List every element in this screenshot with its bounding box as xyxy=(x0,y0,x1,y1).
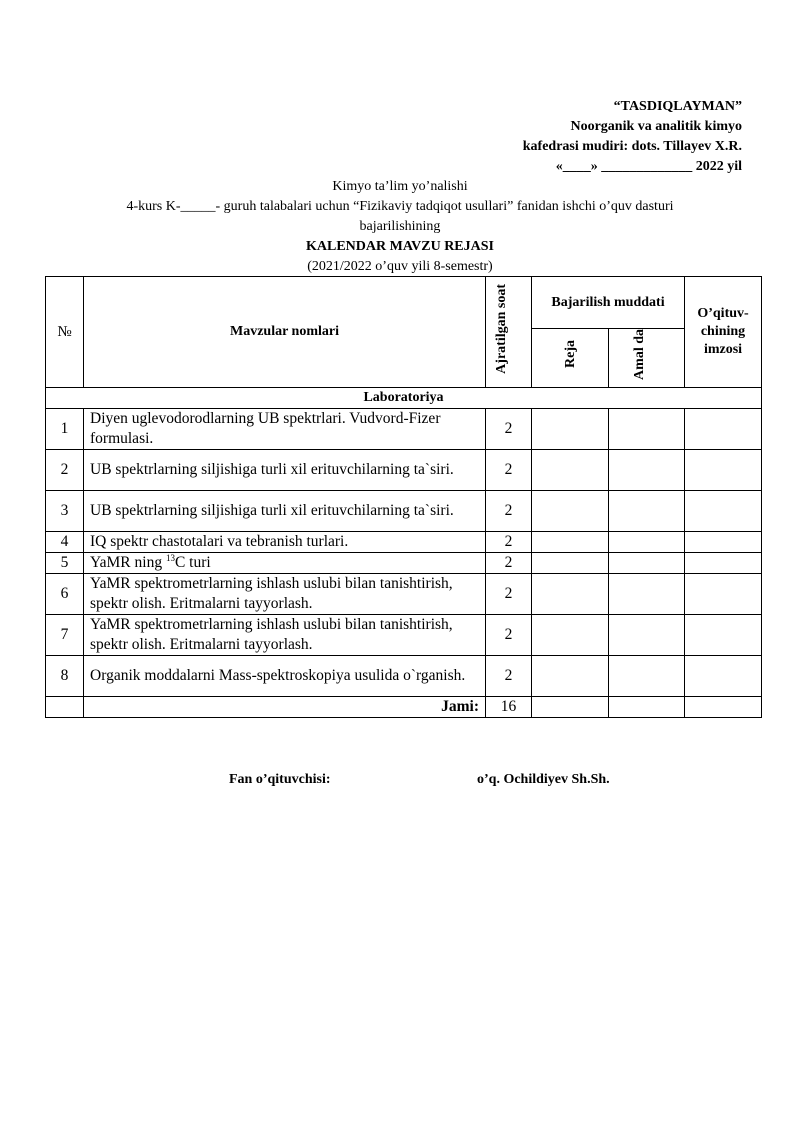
calendar-plan-table xyxy=(45,276,762,718)
row-number: 2 xyxy=(46,449,84,490)
row-actual-cell xyxy=(609,490,685,531)
row-signature-cell xyxy=(685,449,762,490)
column-topics-header: Mavzular nomlari xyxy=(84,277,486,388)
row-number: 8 xyxy=(46,655,84,696)
column-teacher-signature-header xyxy=(685,277,762,388)
row-hours: 2 xyxy=(486,552,532,573)
teacher-header-line1: O’qituv- xyxy=(697,305,749,321)
row-plan-cell xyxy=(532,531,609,552)
table-row xyxy=(46,531,762,552)
approval-date: «____» _____________ 2022 yil xyxy=(555,159,742,174)
document-title: KALENDAR MAVZU REJASI xyxy=(306,239,494,254)
row-actual-cell xyxy=(609,552,685,573)
approval-head: kafedrasi mudiri: dots. Tillayev X.R. xyxy=(522,139,742,154)
row-actual-cell xyxy=(609,449,685,490)
approval-title: “TASDIQLAYMAN” xyxy=(613,99,742,114)
table-row xyxy=(46,408,762,449)
row-hours: 2 xyxy=(486,490,532,531)
row-signature-cell xyxy=(685,552,762,573)
row-hours: 2 xyxy=(486,449,532,490)
row-signature-cell xyxy=(685,408,762,449)
row-number: 1 xyxy=(46,408,84,449)
table-row xyxy=(46,655,762,696)
total-label: Jami: xyxy=(84,696,486,717)
row-plan-cell xyxy=(532,573,609,614)
table-row xyxy=(46,552,762,573)
document-subtitle: (2021/2022 o’quv yili 8-semestr) xyxy=(307,259,493,274)
table-header-row xyxy=(46,277,762,329)
table-row xyxy=(46,490,762,531)
section-row xyxy=(46,387,762,408)
row-topic xyxy=(84,552,486,573)
row-topic: UB spektrlarning siljishiga turli xil erituvchilarning ta`siri. xyxy=(84,449,486,490)
total-row xyxy=(46,696,762,717)
column-deadline-header: Bajarilish muddati xyxy=(532,277,685,329)
row-topic: YaMR spektrometrlarning ishlash uslubi bilan tanishtirish, spektr olish. Eritmalarni tayyorlash. xyxy=(84,573,486,614)
plan-header-text: Reja xyxy=(562,340,578,369)
course-line-2: bajarilishining xyxy=(359,219,441,234)
column-plan-header xyxy=(532,329,609,388)
total-plan-cell xyxy=(532,696,609,717)
approval-department: Noorganik va analitik kimyo xyxy=(570,119,742,134)
row-plan-cell xyxy=(532,408,609,449)
row-plan-cell xyxy=(532,449,609,490)
column-hours-header xyxy=(486,277,532,388)
row-actual-cell xyxy=(609,655,685,696)
course-line: 4-kurs K-_____- guruh talabalari uchun “Fizikaviy tadqiqot usullari” fanidan ishchi o’quv dasturi xyxy=(126,199,674,214)
row-topic: IQ spektr chastotalari va tebranish turlari. xyxy=(84,531,486,552)
total-hours: 16 xyxy=(486,696,532,717)
row-actual-cell xyxy=(609,573,685,614)
row-signature-cell xyxy=(685,490,762,531)
hours-header-text: Ajratilgan soat xyxy=(493,283,509,374)
section-laboratory: Laboratoriya xyxy=(46,387,762,408)
row-number: 6 xyxy=(46,573,84,614)
teacher-label: Fan o’qituvchisi: xyxy=(229,772,331,787)
row-number: 7 xyxy=(46,614,84,655)
row-signature-cell xyxy=(685,531,762,552)
direction-line: Kimyo ta’lim yo’nalishi xyxy=(332,179,468,194)
teacher-header-line2: chining xyxy=(700,323,746,339)
column-number-header: № xyxy=(46,277,84,388)
row-hours: 2 xyxy=(486,614,532,655)
row-actual-cell xyxy=(609,614,685,655)
table-row xyxy=(46,573,762,614)
row-topic: UB spektrlarning siljishiga turli xil erituvchilarning ta`siri. xyxy=(84,490,486,531)
row-signature-cell xyxy=(685,614,762,655)
row-hours: 2 xyxy=(486,655,532,696)
row-signature-cell xyxy=(685,573,762,614)
row-hours: 2 xyxy=(486,531,532,552)
isotope-superscript: 13 xyxy=(165,552,175,563)
row-plan-cell xyxy=(532,655,609,696)
row-topic-suffix: C turi xyxy=(174,553,211,571)
row-plan-cell xyxy=(532,614,609,655)
total-actual-cell xyxy=(609,696,685,717)
teacher-name: o’q. Ochildiyev Sh.Sh. xyxy=(477,772,610,787)
column-actual-header xyxy=(609,329,685,388)
row-hours: 2 xyxy=(486,573,532,614)
table-row xyxy=(46,614,762,655)
row-plan-cell xyxy=(532,552,609,573)
row-actual-cell xyxy=(609,408,685,449)
row-actual-cell xyxy=(609,531,685,552)
row-number: 5 xyxy=(46,552,84,573)
row-plan-cell xyxy=(532,490,609,531)
row-hours: 2 xyxy=(486,408,532,449)
row-signature-cell xyxy=(685,655,762,696)
row-topic: YaMR spektrometrlarning ishlash uslubi bilan tanishtirish, spektr olish. Eritmalarni tayyorlash. xyxy=(84,614,486,655)
actual-header-text: Amal da xyxy=(631,329,647,380)
row-topic-prefix: YaMR ning xyxy=(90,553,166,571)
approval-block xyxy=(523,97,742,177)
row-topic: Diyen uglevodorodlarning UB spektrlari. Vudvord-Fizer formulasi. xyxy=(84,408,486,449)
total-signature-cell xyxy=(685,696,762,717)
row-topic: Organik moddalarni Mass-spektroskopiya usulida o`rganish. xyxy=(84,655,486,696)
table-row xyxy=(46,449,762,490)
row-number: 4 xyxy=(46,531,84,552)
row-number: 3 xyxy=(46,490,84,531)
total-number-cell xyxy=(46,696,84,717)
teacher-header-line3: imzosi xyxy=(703,341,743,357)
